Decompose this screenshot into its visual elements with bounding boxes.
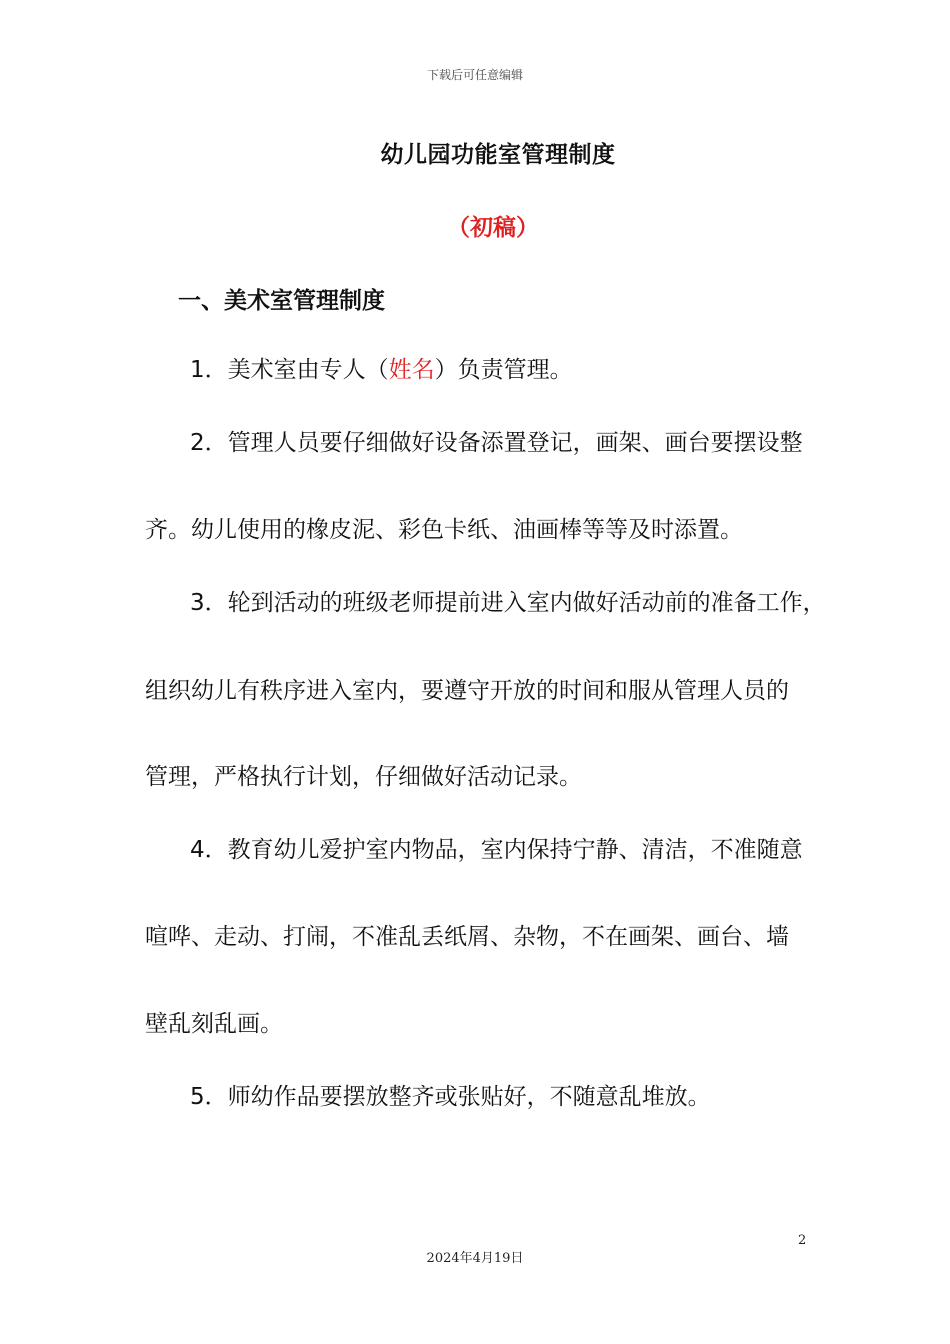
item-5-line-1: 5．师幼作品要摆放整齐或张贴好，不随意乱堆放。 (190, 1084, 711, 1110)
item-1 (190, 355, 573, 385)
item-4-line-3: 壁乱刻乱画。 (145, 1011, 283, 1037)
item-1-name-placeholder: 姓名 (388, 357, 435, 383)
item-3-line-3: 管理，严格执行计划，仔细做好活动记录。 (145, 764, 582, 790)
item-1-text-before: 1．美术室由专人（ (190, 357, 389, 383)
section-heading: 一、美术室管理制度 (178, 288, 385, 314)
item-3-line-2: 组织幼儿有秩序进入室内，要遵守开放的时间和服从管理人员的 (145, 678, 789, 704)
header-note: 下载后可任意编辑 (426, 68, 523, 82)
item-4-line-2: 喧哗、走动、打闹，不准乱丢纸屑、杂物，不在画架、画台、墙 (145, 924, 789, 950)
item-2-line-1: 2．管理人员要仔细做好设备添置登记，画架、画台要摆设整 (190, 430, 803, 456)
footer-date: 2024年4月19日 (426, 1251, 524, 1266)
document-subtitle: （初稿） (447, 215, 539, 241)
item-4-line-1: 4．教育幼儿爱护室内物品，室内保持宁静、清洁，不准随意 (190, 837, 803, 863)
item-1-text-after: ）负责管理。 (434, 357, 573, 383)
item-2-line-2: 齐。幼儿使用的橡皮泥、彩色卡纸、油画棒等等及时添置。 (145, 517, 743, 543)
item-3-line-1: 3．轮到活动的班级老师提前进入室内做好活动前的准备工作， (190, 590, 826, 616)
page-number: 2 (798, 1233, 807, 1248)
document-title: 幼儿园功能室管理制度 (380, 142, 616, 168)
